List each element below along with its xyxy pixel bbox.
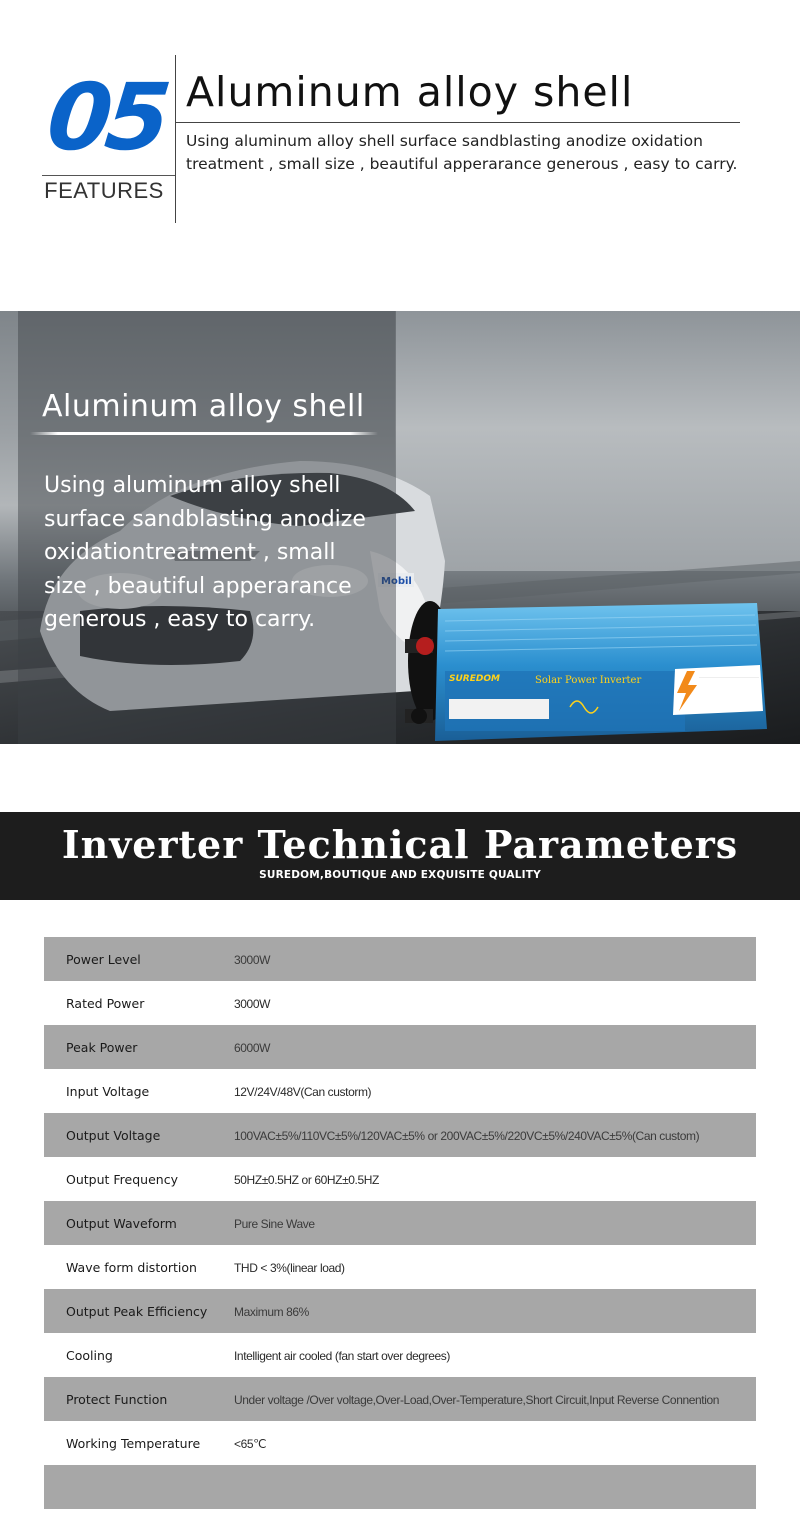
row-label: Output Peak Efficiency [66, 1304, 208, 1319]
inverter-device-image [405, 599, 775, 744]
table-row [44, 1201, 756, 1245]
parameters-subtitle: SUREDOM,BOUTIQUE AND EXQUISITE QUALITY [259, 869, 541, 881]
title-underline [176, 122, 740, 123]
row-value: 3000W [234, 953, 271, 967]
row-label: Output Waveform [66, 1216, 177, 1231]
banner-title: Aluminum alloy shell [42, 389, 365, 424]
row-label: Working Temperature [66, 1436, 201, 1451]
row-label: Wave form distortion [66, 1260, 197, 1275]
row-label: Rated Power [66, 996, 145, 1011]
row-label: Output Voltage [66, 1128, 161, 1143]
table-row [44, 1157, 756, 1201]
row-label: Protect Function [66, 1392, 168, 1407]
svg-text:SUREDOM: SUREDOM [449, 674, 500, 684]
banner-title-underline [30, 432, 378, 435]
svg-text:Solar Power Inverter: Solar Power Inverter [535, 675, 642, 686]
table-row [44, 1465, 756, 1509]
parameters-table [44, 937, 756, 1509]
row-label: Cooling [66, 1348, 113, 1363]
feature-header [0, 0, 800, 300]
row-label: Input Voltage [66, 1084, 150, 1099]
feature-title: Aluminum alloy shell [186, 68, 634, 116]
row-value: 50HZ±0.5HZ or 60HZ±0.5HZ [234, 1173, 379, 1187]
row-value: Intelligent air cooled (fan start over degrees) [234, 1349, 450, 1363]
row-label: Output Frequency [66, 1172, 178, 1187]
table-row [44, 1377, 756, 1421]
row-label: Power Level [66, 952, 141, 967]
row-value: THD < 3%(linear load) [234, 1261, 345, 1275]
table-row [44, 937, 756, 981]
row-value: Under voltage /Over voltage,Over-Load,Over-Temperature,Short Circuit,Input Reverse Connention [234, 1393, 720, 1407]
row-value: Pure Sine Wave [234, 1217, 315, 1231]
row-value: 100VAC±5%/110VC±5%/120VAC±5% or 200VAC±5%/220VC±5%/240VAC±5%(Can custom) [234, 1129, 700, 1143]
table-row [44, 981, 756, 1025]
feature-description: Using aluminum alloy shell surface sandblasting anodize oxidation treatment , small size , beautiful apperarance generous , easy to carry. [186, 132, 738, 173]
row-value: 3000W [234, 997, 271, 1011]
features-label: FEATURES [44, 178, 164, 203]
product-banner [0, 311, 800, 744]
table-row [44, 1069, 756, 1113]
banner-description: Using aluminum alloy shell surface sandblasting anodize oxidationtreatment , small size , beautiful apperarance generous , easy to carry. [44, 473, 366, 633]
row-value: <65℃ [234, 1437, 267, 1451]
row-value: 12V/24V/48V(Can custorm) [234, 1085, 372, 1099]
table-row [44, 1245, 756, 1289]
feature-number: 05 [42, 64, 170, 171]
table-row [44, 1113, 756, 1157]
table-row [44, 1421, 756, 1465]
row-value: 6000W [234, 1041, 271, 1055]
row-value: Maximum 86% [234, 1305, 309, 1319]
row-label: Peak Power [66, 1040, 138, 1055]
table-row [44, 1025, 756, 1069]
parameters-title: Inverter Technical Parameters [61, 822, 739, 867]
parameters-header [0, 812, 800, 900]
table-row [44, 1289, 756, 1333]
table-row [44, 1333, 756, 1377]
vertical-divider [175, 55, 176, 223]
number-divider [42, 175, 175, 176]
svg-text:Mobil: Mobil [381, 576, 412, 587]
